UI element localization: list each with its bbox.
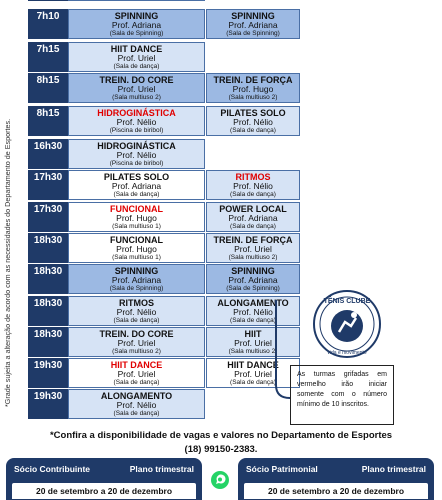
- class-cell-right: [206, 264, 300, 294]
- plan-period: Plano trimestral: [361, 464, 426, 474]
- time-slot: 18h30: [28, 264, 68, 294]
- class-name: PILATES SOLO: [220, 108, 286, 118]
- schedule-row: [28, 389, 274, 419]
- class-cell-left: [68, 389, 205, 419]
- room-name: (Piscina de biribol): [109, 127, 164, 134]
- instructor-name: Prof. Uriel: [117, 84, 156, 94]
- room-name: (Sala multiuso 1): [112, 254, 161, 261]
- class-name: FUNCIONAL: [110, 204, 163, 214]
- instructor-name: Prof. Hugo: [116, 244, 157, 254]
- class-name: RITMOS: [119, 298, 154, 308]
- class-name: TREIN. DE FORÇA: [213, 235, 293, 245]
- class-name: HIIT DANCE: [227, 360, 279, 370]
- class-cell-right: [206, 106, 300, 136]
- schedule-row: [28, 202, 287, 232]
- time-slot: 17h30: [28, 202, 68, 232]
- instructor-name: Prof. Nélio: [233, 307, 273, 317]
- room-name: (Piscina de biribol): [109, 160, 164, 167]
- room-name: (Sala de Spinning): [109, 285, 164, 292]
- room-name: (Sala de dança): [230, 191, 276, 198]
- class-name: HIIT DANCE: [110, 44, 163, 54]
- instructor-name: Prof. Nélio: [116, 400, 157, 410]
- instructor-name: Prof. Adriana: [228, 213, 278, 223]
- class-cell-left: [68, 139, 205, 169]
- room-name: (Sala de dança): [113, 379, 160, 386]
- class-cell-left: [68, 296, 205, 326]
- room-name: (Sala de dança): [230, 379, 276, 386]
- schedule-row: [28, 73, 293, 103]
- time-slot: 8h15: [28, 73, 68, 103]
- instructor-name: Prof. Uriel: [234, 244, 272, 254]
- room-name: (Sala multiuso 2): [228, 94, 278, 101]
- room-name: (Sala de Spinning): [109, 30, 164, 37]
- instructor-name: Prof. Uriel: [234, 338, 272, 348]
- time-slot: 17h30: [28, 170, 68, 200]
- class-cell-left: [68, 264, 205, 294]
- schedule-row: [28, 327, 278, 357]
- club-emblem: [308, 288, 386, 360]
- schedule-row: [28, 106, 286, 136]
- class-cell-right: [206, 139, 300, 169]
- room-name: (Sala de dança): [230, 127, 276, 134]
- class-cell-right: [206, 202, 300, 232]
- instructor-name: Prof. Adriana: [228, 20, 278, 30]
- class-name: TREIN. DO CORE: [99, 329, 174, 339]
- room-name: (Sala de dança): [230, 317, 276, 324]
- time-slot: 18h30: [28, 233, 68, 263]
- class-name: POWER LOCAL: [219, 204, 287, 214]
- class-cell-left: [68, 9, 205, 39]
- time-slot: 8h15: [28, 106, 68, 136]
- schedule-row: [28, 42, 274, 72]
- plan-type: Sócio Contribuinte: [14, 464, 91, 474]
- class-name: FUNCIONAL: [110, 235, 163, 245]
- instructor-name: Prof. Uriel: [117, 338, 156, 348]
- class-name: HIIT: [244, 329, 262, 339]
- instructor-name: Prof. Uriel: [117, 369, 156, 379]
- time-slot: 19h30: [28, 358, 68, 388]
- class-cell-left: [68, 327, 205, 357]
- instructor-name: Prof. Adriana: [111, 20, 162, 30]
- contact-phone: (18) 99150-2383.: [184, 444, 258, 455]
- instructor-name: Prof. Adriana: [111, 181, 162, 191]
- plan-dates: 20 de setembro a 20 de dezembro: [244, 483, 428, 499]
- instructor-name: Prof. Nélio: [116, 150, 157, 160]
- whatsapp-icon: [210, 470, 230, 490]
- class-name: PILATES SOLO: [103, 172, 170, 182]
- instructor-name: Prof. Nélio: [116, 307, 157, 317]
- club-logo-icon: [308, 288, 386, 360]
- schedule-disclaimer: *Grade sujeita a alteração de acordo com as necessidades do Departamento de Esportes.: [3, 118, 12, 407]
- class-cell-left: [68, 73, 205, 103]
- class-cell-right: [206, 233, 300, 263]
- class-cell-right: [206, 73, 300, 103]
- class-name: ALONGAMENTO: [100, 391, 173, 401]
- instructor-name: Prof. Nélio: [116, 117, 157, 127]
- plan-dates: 20 de setembro a 20 de dezembro: [12, 483, 196, 499]
- room-name: (Sala de dança): [113, 410, 160, 417]
- class-cell-left: [68, 106, 205, 136]
- schedule-row: [28, 233, 293, 263]
- instructor-name: Prof. Uriel: [234, 369, 272, 379]
- plan-type: Sócio Patrimonial: [246, 464, 318, 474]
- instructor-name: Prof. Hugo: [116, 213, 157, 223]
- class-name: RITMOS: [235, 172, 271, 182]
- instructor-name: Prof. Nélio: [233, 181, 273, 191]
- room-name: (Sala multiuso 2): [112, 348, 161, 355]
- emblem-top-text: TÊNIS CLUBE: [323, 298, 371, 305]
- class-cell-left: [68, 42, 205, 72]
- schedule-row: [28, 170, 274, 200]
- time-slot: 7h15: [28, 42, 68, 72]
- emblem-bottom-text: vida e movimento: [327, 350, 367, 356]
- time-slot: 16h30: [28, 139, 68, 169]
- room-name: (Sala de dança): [230, 223, 276, 230]
- instructor-name: Prof. Adriana: [111, 275, 162, 285]
- class-cell-right: [206, 42, 300, 72]
- instructor-name: Prof. Adriana: [228, 275, 278, 285]
- class-cell-right: [206, 9, 300, 39]
- cut-off-time: [28, 0, 68, 1]
- time-slot: 7h10: [28, 9, 68, 39]
- availability-note: *Confira a disponibilidade de vagas e valores no Departamento de Esportes: [49, 430, 393, 441]
- class-cell-left: [68, 202, 205, 232]
- plan-card-contribuinte: [6, 458, 202, 500]
- class-name: TREIN. DE FORÇA: [213, 75, 293, 85]
- class-cell-left: [68, 170, 205, 200]
- room-name: (Sala multiuso 1): [112, 223, 161, 230]
- time-slot: 19h30: [28, 389, 68, 419]
- class-cell-left: [68, 233, 205, 263]
- plan-period: Plano trimestral: [129, 464, 194, 474]
- room-name: (Sala de Spinning): [226, 285, 280, 292]
- class-name: HIIT DANCE: [110, 360, 163, 370]
- room-name: (Sala de dança): [113, 191, 160, 198]
- schedule-row: [28, 358, 279, 388]
- class-name: HIDROGINÁSTICA: [97, 108, 176, 118]
- red-class-note: As turmas grifadas em vermelho irão iniciar somente com o número mínimo de 10 inscritos.: [290, 365, 394, 425]
- instructor-name: Prof. Uriel: [117, 53, 156, 63]
- room-name: (Sala de Spinning): [226, 30, 280, 37]
- room-name: (Sala de dança): [113, 63, 160, 70]
- time-slot: 18h30: [28, 296, 68, 326]
- schedule-row: [28, 139, 274, 169]
- schedule-row: [28, 296, 289, 326]
- class-name: SPINNING: [231, 11, 275, 21]
- room-name: (Sala de dança): [113, 317, 160, 324]
- plan-card-patrimonial: [238, 458, 434, 500]
- cut-off-cell: [68, 0, 205, 1]
- class-cell-right: [206, 170, 300, 200]
- class-name: ALONGAMENTO: [217, 298, 289, 308]
- instructor-name: Prof. Nélio: [233, 117, 273, 127]
- schedule-row: [28, 9, 280, 39]
- schedule-row: [28, 264, 280, 294]
- class-name: SPINNING: [114, 266, 159, 276]
- room-name: (Sala multiuso 2): [228, 254, 278, 261]
- room-name: (Sala multiuso 2): [228, 348, 278, 355]
- class-name: TREIN. DO CORE: [99, 75, 174, 85]
- class-cell-left: [68, 358, 205, 388]
- class-name: HIDROGINÁSTICA: [97, 141, 176, 151]
- class-name: SPINNING: [114, 11, 159, 21]
- class-name: SPINNING: [231, 266, 275, 276]
- time-slot: 18h30: [28, 327, 68, 357]
- room-name: (Sala multiuso 2): [112, 94, 161, 101]
- instructor-name: Prof. Hugo: [232, 84, 274, 94]
